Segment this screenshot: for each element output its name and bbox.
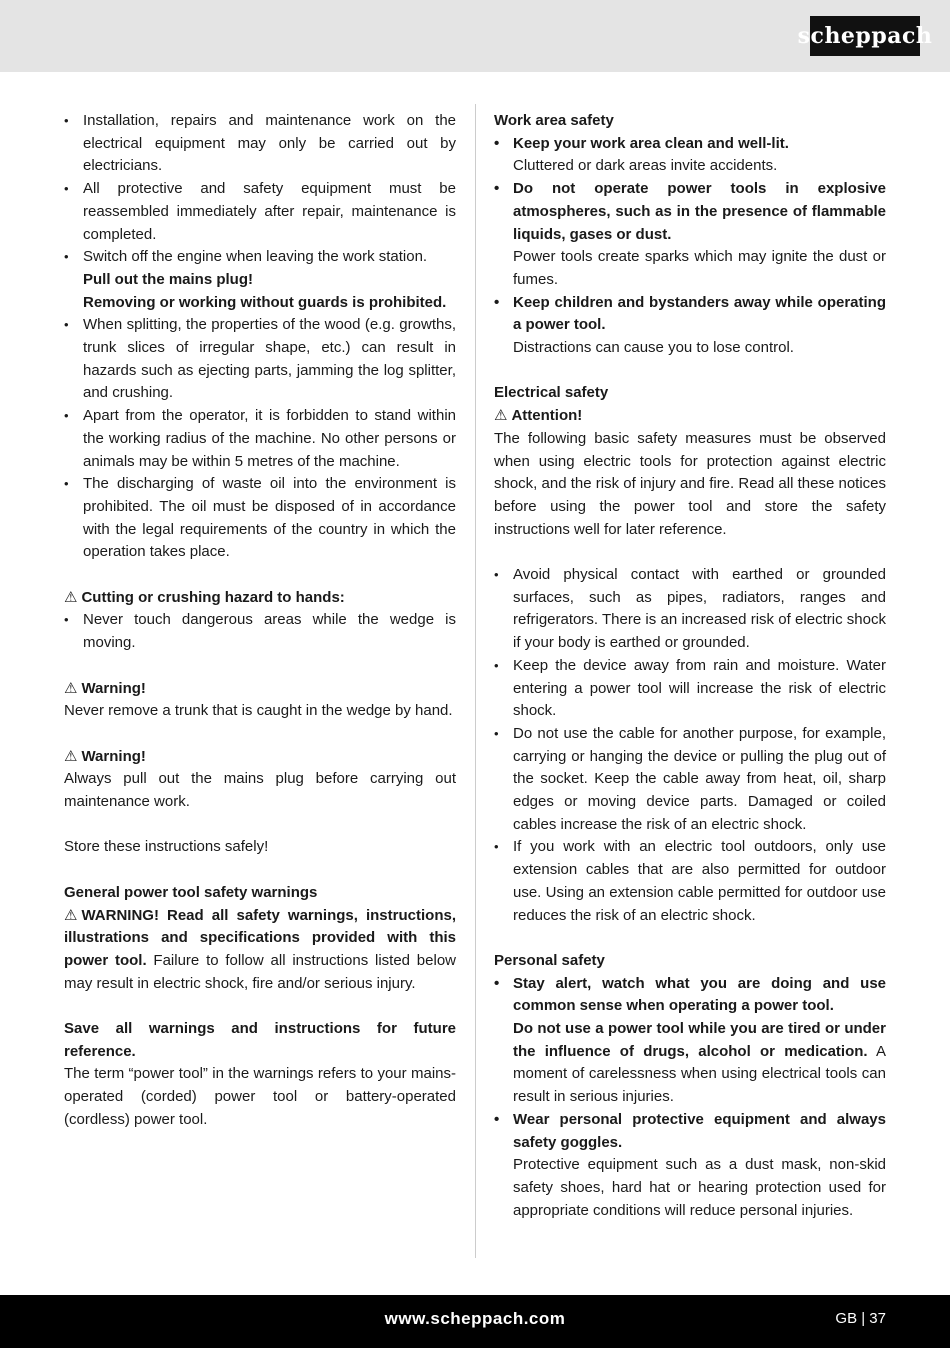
page-number: GB | 37 bbox=[835, 1310, 886, 1327]
warning-triangle-icon: ⚠ bbox=[64, 679, 78, 697]
general-warnings-heading: General power tool safety warnings bbox=[64, 883, 318, 901]
list-item: • Installation, repairs and maintenance work on the electrical equipment may only be carried out by electricians. bbox=[64, 110, 456, 178]
list-item: • All protective and safety equipment must be reassembled immediately after repair, maintenance is completed. bbox=[64, 178, 456, 246]
warning-triangle-icon: ⚠ bbox=[64, 747, 78, 765]
page-header bbox=[0, 0, 950, 72]
store-instructions-text: Store these instructions safely! bbox=[64, 838, 269, 856]
right-column bbox=[494, 110, 886, 1222]
pull-plug-text: Pull out the mains plug! bbox=[83, 270, 253, 288]
column-divider bbox=[475, 104, 476, 1258]
list-item bbox=[64, 246, 456, 314]
switch-off-text: Switch off the engine when leaving the work station. bbox=[83, 248, 428, 266]
warning-triangle-icon: ⚠ bbox=[494, 407, 508, 425]
warning-text: Never remove a trunk that is caught in the wedge by hand. bbox=[64, 702, 453, 720]
list-item: • Never touch dangerous areas while the wedge is moving. bbox=[64, 609, 456, 654]
left-column bbox=[64, 110, 456, 1132]
save-warnings-heading: Save all warnings and instructions for future reference. bbox=[64, 1020, 456, 1060]
list-item: • Avoid physical contact with earthed or grounded surfaces, such as pipes, radiators, ranges and refrigerators. There is an increased risk of electric shock if your body is earthed or grounded. bbox=[494, 564, 886, 655]
cutting-hazard-list bbox=[64, 609, 456, 654]
list-item: • When splitting, the properties of the wood (e.g. growths, trunk slices of irregular shape, etc.) can result in hazards such as ejecting parts, jamming the log splitter, and crushing. bbox=[64, 314, 456, 405]
brand-logo: scheppach bbox=[810, 16, 920, 56]
list-item: • If you work with an electric tool outdoors, only use extension cables that are also permitted for outdoor use. Using an extension cable permitted for outdoor use reduces the risk of an electric shock. bbox=[494, 836, 886, 927]
list-item: • Keep children and bystanders away while operating a power tool. Distractions can cause you to lose control. bbox=[494, 292, 886, 360]
work-area-list bbox=[494, 133, 886, 360]
warning-triangle-icon: ⚠ bbox=[64, 906, 78, 924]
personal-safety-list bbox=[494, 973, 886, 1223]
list-item: • Do not operate power tools in explosive atmospheres, such as in the presence of flammable liquids, gases or dust. Power tools create sparks which may ignite the dust or fumes. bbox=[494, 178, 886, 292]
list-item: • Keep your work area clean and well-lit. Cluttered or dark areas invite accidents. bbox=[494, 133, 886, 178]
warning-triangle-icon: ⚠ bbox=[64, 588, 78, 606]
general-warnings-text: ⚠ WARNING! Read all safety warnings, instructions, illustrations and specifications provided with this power tool. Failure to follow all instructions listed below may result in electric shock, fire and/or serious injury. bbox=[64, 906, 456, 992]
electrical-intro: The following basic safety measures must be observed when using electric tools for protection against electric shock, and the risk of injury and fire. Read all these notices before using the power tool and store the safety instructions well for later reference. bbox=[494, 429, 886, 538]
list-item: • Stay alert, watch what you are doing and use common sense when operating a power tool. Do not use a power tool while you are tired or under the influence of drugs, alcohol or medication. A moment of carelessness when using electrical tools can result in serious injuries. bbox=[494, 973, 886, 1109]
list-item: • Do not use the cable for another purpose, for example, carrying or hanging the device or pulling the plug out of the socket. Keep the cable away from heat, oil, sharp edges or moving device parts. Damaged or coiled cables increase the risk of an electric shock. bbox=[494, 723, 886, 837]
no-guards-text: Removing or working without guards is prohibited. bbox=[83, 293, 447, 311]
warning-text: Always pull out the mains plug before carrying out maintenance work. bbox=[64, 770, 456, 811]
website-link[interactable]: www.scheppach.com bbox=[384, 1309, 566, 1328]
warning-heading: ⚠ Warning! bbox=[64, 746, 456, 769]
electrical-safety-list bbox=[494, 564, 886, 927]
personal-safety-heading: Personal safety bbox=[494, 951, 605, 969]
warning-heading: ⚠ Warning! bbox=[64, 678, 456, 701]
page-footer bbox=[0, 1295, 950, 1348]
electrical-safety-heading: Electrical safety bbox=[494, 384, 609, 402]
attention-heading: ⚠ Attention! bbox=[494, 405, 886, 428]
work-area-heading: Work area safety bbox=[494, 112, 614, 129]
list-item: • The discharging of waste oil into the environment is prohibited. The oil must be disposed of in accordance with the legal requirements of the country in which the operation takes place. bbox=[64, 473, 456, 564]
list-item: • Wear personal protective equipment and always safety goggles. Protective equipment such as a dust mask, non-skid safety shoes, hard hat or hearing protection used for appropriate conditions will reduce personal injuries. bbox=[494, 1109, 886, 1223]
list-item: • Apart from the operator, it is forbidden to stand within the working radius of the machine. No other persons or animals may be within 5 metres of the machine. bbox=[64, 405, 456, 473]
power-tool-definition: The term “power tool” in the warnings refers to your mains-operated (corded) power tool or battery-operated (cordless) power tool. bbox=[64, 1065, 456, 1128]
cutting-hazard-heading: ⚠ Cutting or crushing hazard to hands: bbox=[64, 587, 456, 610]
list-item: • Keep the device away from rain and moisture. Water entering a power tool will increase the risk of electric shock. bbox=[494, 655, 886, 723]
maintenance-list bbox=[64, 110, 456, 564]
